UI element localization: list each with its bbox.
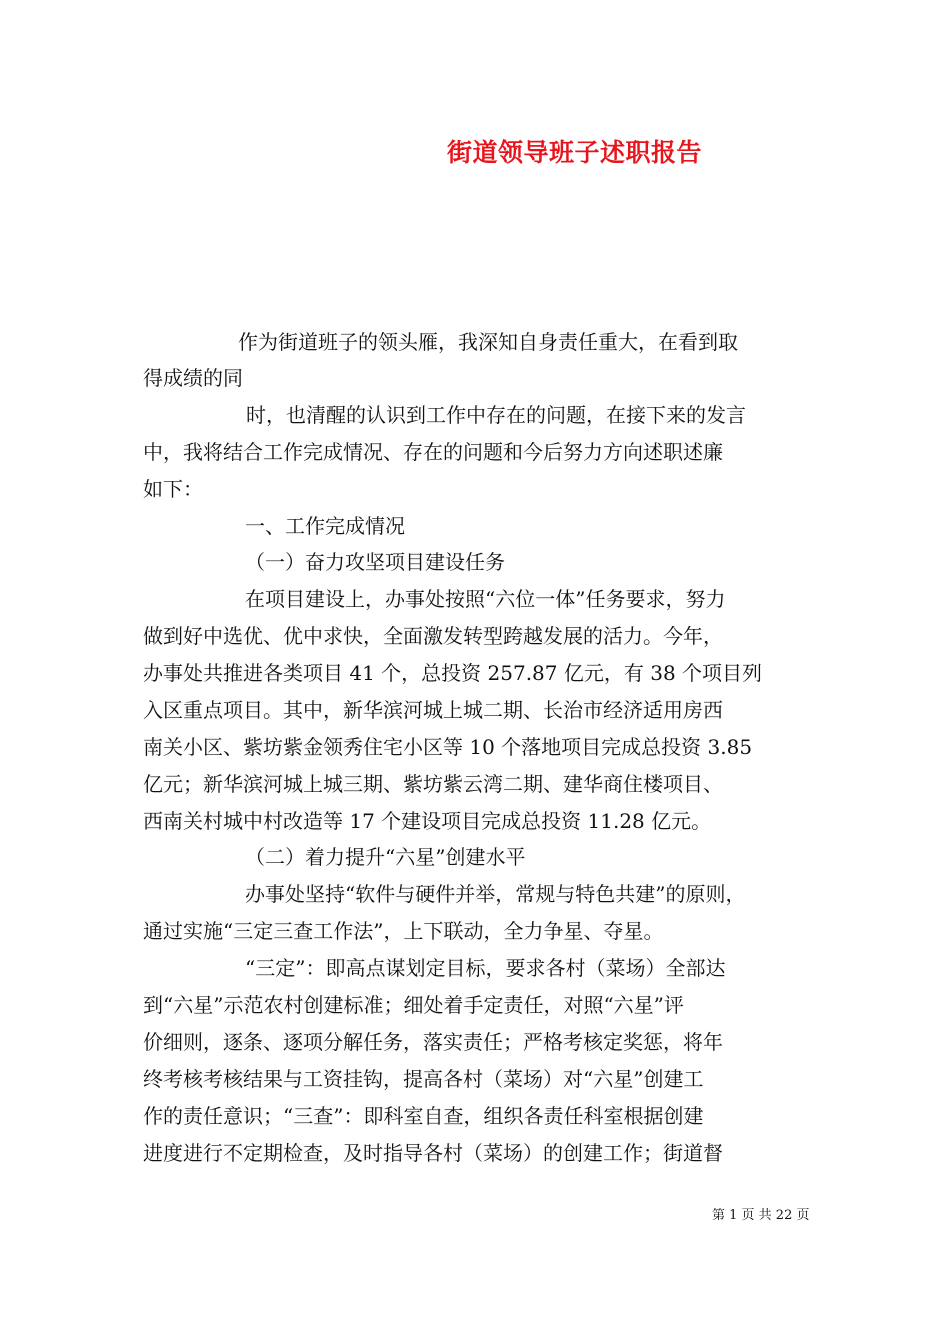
paragraph-line: 亿元；新华滨河城上城三期、紫坊紫云湾二期、建华商住楼项目、 [143,772,723,796]
paragraph-line: 作为街道班子的领头雁，我深知自身责任重大，在看到取 [238,330,738,354]
paragraph-line: 西南关村城中村改造等 17 个建设项目完成总投资 11.28 亿元。 [143,809,712,833]
paragraph-line: 作的责任意识；“三查”：即科室自查，组织各责任科室根据创建 [143,1104,704,1128]
subsection-heading: （一）奋力攻坚项目建设任务 [245,550,505,574]
document-title: 街道领导班子述职报告 [447,138,703,167]
paragraph-line: 南关小区、紫坊紫金领秀住宅小区等 10 个落地项目完成总投资 3.85 [143,735,753,759]
paragraph-line: 时，也清醒的认识到工作中存在的问题，在接下来的发言 [246,403,746,427]
paragraph-line: 进度进行不定期检查，及时指导各村（菜场）的创建工作；街道督 [143,1141,723,1165]
subsection-heading: （二）着力提升“六星”创建水平 [245,845,526,869]
paragraph-line: 中，我将结合工作完成情况、存在的问题和今后努力方向述职述廉 [143,440,723,464]
paragraph-line: 办事处共推进各类项目 41 个，总投资 257.87 亿元，有 38 个项目列 [143,661,763,685]
paragraph-line: 通过实施“三定三查工作法”，上下联动，全力争星、夺星。 [143,919,664,943]
paragraph-line: 终考核考核结果与工资挂钩，提高各村（菜场）对“六星”创建工 [143,1067,704,1091]
paragraph-line: 如下： [143,477,203,501]
paragraph-line: 到“六星”示范农村创建标准；细处着手定责任，对照“六星”评 [143,993,684,1017]
paragraph-line: 在项目建设上，办事处按照“六位一体”任务要求，努力 [245,587,726,611]
page-number-footer: 第 1 页 共 22 页 [712,1208,810,1223]
section-heading: 一、工作完成情况 [245,514,405,538]
paragraph-line: 价细则，逐条、逐项分解任务，落实责任；严格考核定奖惩，将年 [143,1030,723,1054]
paragraph-line: 入区重点项目。其中，新华滨河城上城二期、长治市经济适用房西 [143,698,723,722]
paragraph-line: “三定”：即高点谋划定目标，要求各村（菜场）全部达 [245,956,726,980]
paragraph-line: 做到好中选优、优中求快，全面激发转型跨越发展的活力。今年， [143,624,723,648]
paragraph-line: 办事处坚持“软件与硬件并举，常规与特色共建”的原则， [245,882,746,906]
paragraph-line: 得成绩的同 [143,366,243,390]
